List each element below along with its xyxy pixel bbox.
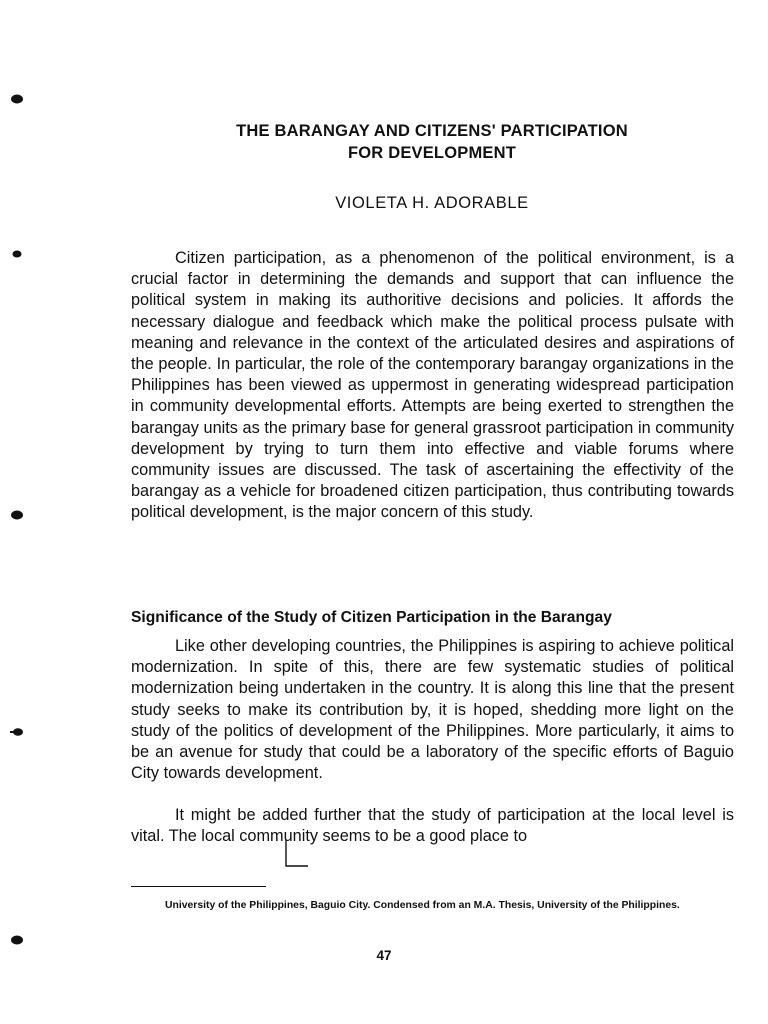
intro-paragraph [131,248,734,524]
binding-hole-mark [8,933,26,947]
title-line-2: FOR DEVELOPMENT [347,144,516,162]
significance-paragraph-text: Like other developing countries, the Philippines is aspiring to achieve political modernization. In spite of this, there are few systematic studies of political modernization being undertaken in the country. It is along this line that the present study seeks to make its contribution by, it is hoped, shedding more light on the study of the politics of development of the Philippines. More particularly, it aims to be an avenue for study that could be a laboratory of the specific efforts of Baguio City towards development. [131,637,734,783]
binding-hole-mark [10,248,24,260]
page-number: 47 [376,948,392,963]
binding-hole-mark [8,726,26,738]
title-line-1: THE BARANGAY AND CITIZENS' PARTICIPATION [236,122,628,140]
significance-paragraph [131,636,734,784]
footnote [131,898,734,913]
intro-paragraph-text: Citizen participation, as a phenomenon of the political environment, is a crucial factor in determining the demands and support that can influence the political system in making its authoritive decisions and policies. It affords the necessary dialogue and feedback which make the political process pulsate with meaning and relevance in the context of the articulated desires and aspirations of the people. In particular, the role of the contemporary barangay organizations in the Philippines has been viewed as uppermost in generating widespread participation in community developmental efforts. Attempts are being exerted to strengthen the barangay units as the primary base for general grassroot participation in community development by trying to turn them into effective and viable forums where community issues are discussed. The task of ascertaining the effectivity of the barangay as a vehicle for broadened citizen participation, thus contributing towards political development, is the major concern of this study. [131,249,734,522]
footnote-text: University of the Philippines, Baguio City. Condensed from an M.A. Thesis, University of the Philippines. [165,900,680,911]
footnote-separator [131,886,266,887]
binding-hole-mark [8,92,26,106]
binding-hole-mark [8,508,26,522]
section-heading: Significance of the Study of Citizen Participation in the Barangay [131,609,612,626]
paper-title [130,120,734,164]
handwritten-annotation-mark [280,836,312,872]
continuation-paragraph [131,805,734,847]
author-name: VIOLETA H. ADORABLE [335,194,529,212]
continuation-paragraph-text: It might be added further that the study of participation at the local level is vital. The local community seems to be a good place to [131,806,734,846]
